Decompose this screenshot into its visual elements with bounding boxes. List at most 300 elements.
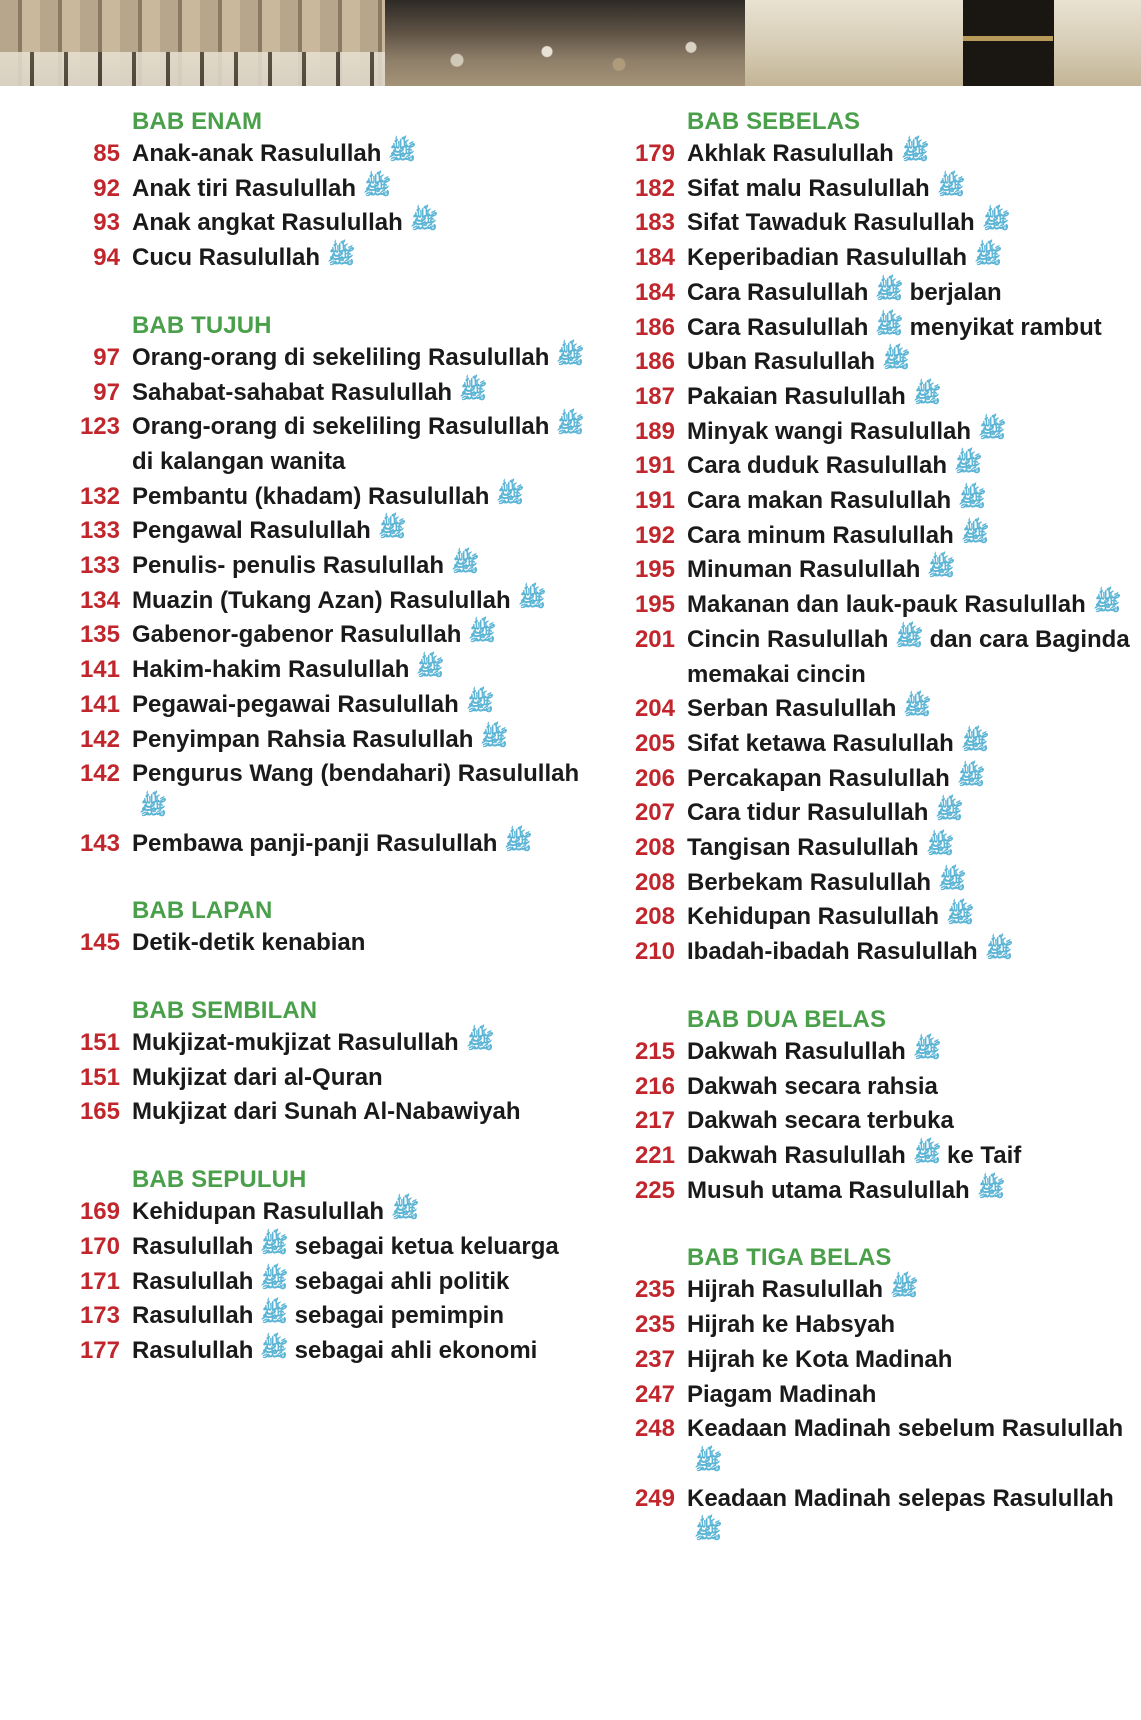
entry-title (132, 241, 611, 276)
salawat-calligraphy-icon: ﷺ (694, 1449, 723, 1475)
page-number: 173 (79, 1302, 120, 1330)
toc-entry[interactable] (611, 623, 1131, 692)
salawat-calligraphy-icon: ﷺ (556, 413, 585, 439)
toc-entry[interactable] (611, 1482, 1131, 1551)
toc-right-column (611, 106, 1131, 1585)
salawat-calligraphy-icon: ﷺ (327, 244, 356, 270)
entry-title (687, 1343, 1131, 1378)
page-number: 170 (79, 1232, 120, 1260)
page-number: 189 (634, 417, 675, 445)
page-number: 192 (634, 521, 675, 549)
entry-title (132, 341, 611, 376)
page-number: 191 (634, 487, 675, 515)
entry-text: Musuh utama Rasulullah (687, 1176, 970, 1204)
toc-entry[interactable] (611, 449, 1131, 484)
entry-text: Uban Rasulullah (687, 348, 876, 376)
page-number: 183 (634, 209, 675, 237)
toc-entry[interactable] (56, 1061, 611, 1096)
entry-title (132, 1095, 611, 1130)
entry-title (687, 345, 1131, 380)
toc-entry[interactable] (611, 762, 1131, 797)
toc-entry[interactable] (611, 831, 1131, 866)
entry-text: Sifat ketawa Rasulullah (687, 729, 954, 757)
entry-text: Cara minum Rasulullah (687, 521, 954, 549)
salawat-calligraphy-icon: ﷺ (978, 417, 1007, 443)
entry-title (687, 727, 1131, 762)
entry-text: Pegawai-pegawai Rasulullah (132, 690, 459, 718)
toc-entry[interactable] (56, 206, 611, 241)
toc-section (611, 106, 1131, 970)
salawat-calligraphy-icon: ﷺ (468, 621, 497, 647)
page-number: 94 (93, 244, 120, 272)
salawat-calligraphy-icon: ﷺ (388, 140, 417, 165)
page-number: 186 (634, 313, 675, 341)
toc-entry[interactable] (56, 137, 611, 172)
toc-entry[interactable] (56, 688, 611, 723)
page-number: 143 (79, 829, 120, 857)
entry-text: Orang-orang di sekeliling Rasulullah (132, 413, 550, 441)
page-number: 132 (79, 482, 120, 510)
entry-text: Sifat malu Rasulullah (687, 174, 930, 202)
page-number: 217 (634, 1107, 675, 1135)
entry-text: Percakapan Rasulullah (687, 764, 950, 792)
entry-text-continued: sebagai ketua keluarga (294, 1232, 559, 1260)
entry-text: Berbekam Rasulullah (687, 868, 932, 896)
salawat-calligraphy-icon: ﷺ (139, 794, 168, 820)
entry-text: Penyimpan Rahsia Rasulullah (132, 725, 474, 753)
toc-entry[interactable] (56, 1195, 611, 1230)
salawat-calligraphy-icon: ﷺ (961, 729, 990, 755)
entry-title (687, 588, 1131, 623)
toc-entry[interactable] (611, 519, 1131, 554)
entry-title (687, 206, 1131, 241)
toc-entry[interactable] (611, 345, 1131, 380)
salawat-calligraphy-icon: ﷺ (913, 382, 942, 408)
toc-entry[interactable] (611, 935, 1131, 970)
salawat-calligraphy-icon: ﷺ (890, 1276, 919, 1302)
page-number: 215 (634, 1037, 675, 1065)
entry-title (132, 376, 611, 411)
entry-title (132, 514, 611, 549)
toc-entry[interactable] (56, 757, 611, 826)
salawat-calligraphy-icon: ﷺ (901, 140, 929, 165)
entry-text: Anak angkat Rasulullah (132, 209, 403, 237)
entry-text: Mukjizat dari al-Quran (132, 1063, 383, 1091)
toc-entry[interactable] (56, 549, 611, 584)
toc-entry[interactable] (56, 926, 611, 961)
toc-entry[interactable] (611, 1343, 1131, 1378)
entry-title (687, 415, 1131, 450)
toc-entry[interactable] (611, 206, 1131, 241)
entry-title (687, 1308, 1131, 1343)
page-number: 225 (634, 1176, 675, 1204)
salawat-calligraphy-icon: ﷺ (260, 1302, 289, 1328)
toc-entry[interactable] (611, 484, 1131, 519)
toc-entry[interactable] (611, 172, 1131, 207)
toc-entry[interactable] (611, 1070, 1131, 1105)
toc-entry[interactable] (56, 376, 611, 411)
salawat-calligraphy-icon: ﷺ (556, 343, 585, 369)
toc-entry[interactable] (56, 341, 611, 376)
entry-title (132, 1230, 611, 1265)
page-number: 145 (79, 929, 120, 957)
salawat-calligraphy-icon: ﷺ (466, 690, 495, 716)
toc-entry[interactable] (611, 1035, 1131, 1070)
toc-entry[interactable] (56, 172, 611, 207)
salawat-calligraphy-icon: ﷺ (937, 174, 965, 200)
entry-text-continued: sebagai pemimpin (294, 1302, 504, 1330)
toc-section (56, 1164, 611, 1369)
entry-title (687, 796, 1131, 831)
page-number: 195 (634, 556, 675, 584)
entry-text: Muazin (Tukang Azan) Rasulullah (132, 586, 511, 614)
entry-text: Rasulullah (132, 1232, 254, 1260)
entry-text: Hijrah ke Kota Madinah (687, 1345, 953, 1373)
chapter-title: BAB SEMBILAN (132, 997, 318, 1025)
chapter-title: BAB ENAM (132, 108, 263, 135)
toc-entry[interactable] (56, 1095, 611, 1130)
entry-text: Minyak wangi Rasulullah (687, 417, 972, 445)
toc-entry[interactable] (611, 415, 1131, 450)
entry-title (132, 688, 611, 723)
entry-title (687, 935, 1131, 970)
entry-text: Orang-orang di sekeliling Rasulullah (132, 343, 550, 371)
entry-title (687, 311, 1131, 346)
salawat-calligraphy-icon: ﷺ (954, 452, 983, 478)
page-number: 97 (93, 343, 120, 371)
entry-title (132, 1265, 611, 1300)
page-number: 248 (634, 1415, 675, 1443)
salawat-calligraphy-icon: ﷺ (518, 586, 546, 612)
entry-title (132, 1195, 611, 1230)
entry-text: Minuman Rasulullah (687, 556, 921, 584)
page-number: 179 (634, 140, 675, 167)
pilgrims-crowd-photo (385, 0, 745, 86)
toc-section (611, 1004, 1131, 1209)
entry-text: Mukjizat dari Sunah Al-Nabawiyah (132, 1098, 521, 1126)
entry-text: Mukjizat-mukjizat Rasulullah (132, 1029, 459, 1057)
entry-title (132, 137, 611, 172)
entry-text: Dakwah Rasulullah (687, 1037, 906, 1065)
entry-text: Pakaian Rasulullah (687, 382, 906, 410)
entry-text: Dakwah Rasulullah (687, 1141, 906, 1169)
entry-text: Rasulullah (132, 1267, 254, 1295)
page-number: 204 (634, 695, 675, 723)
salawat-calligraphy-icon: ﷺ (981, 209, 1010, 235)
toc-entry[interactable] (611, 137, 1131, 172)
entry-title (687, 519, 1131, 554)
salawat-calligraphy-icon: ﷺ (480, 725, 509, 751)
page-number: 141 (79, 690, 120, 718)
page-number: 182 (634, 174, 675, 202)
toc-entry[interactable] (611, 727, 1131, 762)
entry-text: Dakwah secara rahsia (687, 1072, 938, 1100)
salawat-calligraphy-icon: ﷺ (451, 552, 480, 578)
entry-text: Cincin Rasulullah (687, 625, 889, 653)
toc-entry[interactable] (56, 410, 611, 479)
entry-title (132, 618, 611, 653)
entry-title (132, 757, 611, 826)
entry-title (132, 1299, 611, 1334)
toc-entry[interactable] (611, 1174, 1131, 1209)
page-number: 169 (79, 1198, 120, 1226)
salawat-calligraphy-icon: ﷺ (985, 938, 1013, 964)
salawat-calligraphy-icon: ﷺ (875, 313, 904, 339)
mosque-arcade-photo (0, 0, 385, 86)
toc-entry[interactable] (611, 1412, 1131, 1481)
toc-entry[interactable] (56, 1265, 611, 1300)
page-number: 221 (634, 1141, 675, 1169)
entry-text: Pengurus Wang (bendahari) Rasulullah (132, 760, 580, 788)
kaaba-photo (745, 0, 1141, 86)
salawat-calligraphy-icon: ﷺ (957, 764, 986, 790)
salawat-calligraphy-icon: ﷺ (694, 1519, 723, 1545)
entry-title (687, 484, 1131, 519)
entry-text-continued: sebagai ahli ekonomi (294, 1336, 538, 1364)
entry-title (687, 1378, 1131, 1413)
toc-entry[interactable] (611, 1378, 1131, 1413)
entry-text: Cucu Rasulullah (132, 244, 321, 272)
entry-title (687, 553, 1131, 588)
page-number: 191 (634, 452, 675, 480)
toc-entry[interactable] (611, 1308, 1131, 1343)
entry-title (687, 1070, 1131, 1105)
salawat-calligraphy-icon: ﷺ (260, 1336, 289, 1362)
entry-title (687, 241, 1131, 276)
entry-text-continued: berjalan (909, 278, 1002, 306)
toc-entry[interactable] (611, 900, 1131, 935)
salawat-calligraphy-icon: ﷺ (974, 244, 1003, 270)
page-number: 235 (634, 1276, 675, 1304)
toc-section (611, 1242, 1131, 1551)
salawat-calligraphy-icon: ﷺ (913, 1037, 941, 1063)
entry-title (687, 137, 1131, 172)
page-number: 184 (634, 278, 675, 306)
toc-section (56, 895, 611, 961)
page-number: 186 (634, 348, 675, 376)
entry-text: Rasulullah (132, 1302, 254, 1330)
entry-text: Dakwah secara terbuka (687, 1107, 954, 1135)
entry-text: Hijrah Rasulullah (687, 1276, 884, 1304)
toc-entry[interactable] (611, 866, 1131, 901)
toc-entry[interactable] (611, 311, 1131, 346)
toc-entry[interactable] (611, 692, 1131, 727)
salawat-calligraphy-icon: ﷺ (935, 799, 964, 825)
entry-title (687, 831, 1131, 866)
page-number: 247 (634, 1380, 675, 1408)
entry-text-continued: dan cara Baginda memakai cincin (687, 625, 1130, 688)
entry-text-continued: sebagai ahli politik (294, 1267, 510, 1295)
page-number: 210 (634, 938, 675, 966)
entry-title (687, 1104, 1131, 1139)
toc-entry[interactable] (611, 1139, 1131, 1174)
entry-title (687, 172, 1131, 207)
page-number: 206 (634, 764, 675, 792)
page-number: 134 (79, 586, 120, 614)
entry-title (687, 866, 1131, 901)
entry-title (132, 410, 611, 479)
toc-entry[interactable] (56, 1026, 611, 1061)
salawat-calligraphy-icon: ﷺ (260, 1267, 289, 1293)
page-number: 171 (79, 1267, 120, 1295)
salawat-calligraphy-icon: ﷺ (459, 378, 488, 404)
chapter-title: BAB DUA BELAS (687, 1005, 887, 1033)
page-number: 235 (634, 1311, 675, 1339)
salawat-calligraphy-icon: ﷺ (410, 209, 438, 235)
page-number: 208 (634, 834, 675, 862)
page-number: 85 (93, 140, 120, 167)
entry-title (132, 172, 611, 207)
entry-text: Cara Rasulullah (687, 313, 869, 341)
page-number: 135 (79, 621, 120, 649)
page-number: 133 (79, 552, 120, 580)
salawat-calligraphy-icon: ﷺ (416, 656, 445, 682)
entry-title (687, 762, 1131, 797)
toc-entry[interactable] (56, 241, 611, 276)
salawat-calligraphy-icon: ﷺ (961, 521, 989, 547)
salawat-calligraphy-icon: ﷺ (391, 1198, 420, 1224)
salawat-calligraphy-icon: ﷺ (895, 625, 924, 651)
toc-entry[interactable] (56, 480, 611, 515)
salawat-calligraphy-icon: ﷺ (903, 695, 932, 721)
entry-title (687, 1482, 1131, 1551)
entry-title (132, 1334, 611, 1369)
salawat-calligraphy-icon: ﷺ (496, 482, 525, 508)
entry-text: Piagam Madinah (687, 1380, 877, 1408)
toc-entry[interactable] (56, 618, 611, 653)
toc-entry[interactable] (56, 827, 611, 862)
toc-entry[interactable] (611, 553, 1131, 588)
toc-entry[interactable] (56, 653, 611, 688)
page-number: 201 (634, 625, 675, 653)
entry-title (687, 380, 1131, 415)
entry-title (132, 1026, 611, 1061)
toc-entry[interactable] (611, 276, 1131, 311)
page-number: 92 (93, 174, 120, 202)
toc-section (56, 106, 611, 276)
entry-text: Cara tidur Rasulullah (687, 799, 929, 827)
salawat-calligraphy-icon: ﷺ (504, 829, 533, 855)
page-number: 208 (634, 903, 675, 931)
entry-title (687, 276, 1131, 311)
toc-entry[interactable] (56, 1299, 611, 1334)
salawat-calligraphy-icon: ﷺ (260, 1232, 289, 1258)
page-number: 142 (79, 725, 120, 753)
entry-text: Hijrah ke Habsyah (687, 1311, 896, 1339)
toc-left-column (56, 106, 611, 1403)
toc-entry[interactable] (611, 796, 1131, 831)
salawat-calligraphy-icon: ﷺ (1093, 591, 1122, 617)
entry-text: Anak-anak Rasulullah (132, 140, 382, 167)
entry-text: Penulis- penulis Rasulullah (132, 552, 445, 580)
page-number: 141 (79, 656, 120, 684)
toc-entry[interactable] (611, 588, 1131, 623)
entry-text: Akhlak Rasulullah (687, 140, 894, 167)
page-number: 207 (634, 799, 675, 827)
entry-title (132, 584, 611, 619)
page-number: 216 (634, 1072, 675, 1100)
entry-text-continued: menyikat rambut (909, 313, 1102, 341)
entry-text: Kehidupan Rasulullah (132, 1198, 385, 1226)
entry-text: Sifat Tawaduk Rasulullah (687, 209, 975, 237)
toc-entry[interactable] (56, 1230, 611, 1265)
toc-entry[interactable] (611, 380, 1131, 415)
toc-entry[interactable] (611, 241, 1131, 276)
entry-title (687, 1273, 1131, 1308)
salawat-calligraphy-icon: ﷺ (875, 278, 904, 304)
salawat-calligraphy-icon: ﷺ (925, 834, 954, 860)
entry-title (132, 206, 611, 241)
entry-text: Pengawal Rasulullah (132, 517, 371, 545)
entry-title (132, 1061, 611, 1096)
entry-title (132, 827, 611, 862)
entry-text: Serban Rasulullah (687, 695, 897, 723)
entry-text: Keadaan Madinah sebelum Rasulullah (687, 1415, 1124, 1443)
entry-text: Cara Rasulullah (687, 278, 869, 306)
entry-text: Keadaan Madinah selepas Rasulullah (687, 1484, 1114, 1512)
page-number: 195 (634, 591, 675, 619)
entry-title (687, 1139, 1131, 1174)
header-photo-banner (0, 0, 1141, 86)
entry-text: Makanan dan lauk-pauk Rasulullah (687, 591, 1086, 619)
salawat-calligraphy-icon: ﷺ (927, 556, 956, 582)
salawat-calligraphy-icon: ﷺ (466, 1029, 494, 1055)
toc-entry[interactable] (611, 1273, 1131, 1308)
toc-entry[interactable] (56, 723, 611, 758)
chapter-title: BAB SEPULUH (132, 1166, 307, 1194)
entry-text: Ibadah-ibadah Rasulullah (687, 938, 978, 966)
page-number: 187 (634, 382, 675, 410)
salawat-calligraphy-icon: ﷺ (363, 174, 392, 200)
toc-section (56, 310, 611, 862)
entry-text: Detik-detik kenabian (132, 929, 366, 957)
entry-title (687, 900, 1131, 935)
entry-text: Anak tiri Rasulullah (132, 174, 357, 202)
toc-entry[interactable] (56, 1334, 611, 1369)
toc-entry[interactable] (611, 1104, 1131, 1139)
entry-text: Sahabat-sahabat Rasulullah (132, 378, 453, 406)
page-number: 249 (634, 1484, 675, 1512)
entry-text: Cara makan Rasulullah (687, 487, 952, 515)
entry-text: Tangisan Rasulullah (687, 834, 919, 862)
entry-text-continued: di kalangan wanita (132, 447, 346, 475)
entry-text: Kehidupan Rasulullah (687, 903, 940, 931)
entry-title (687, 623, 1131, 692)
entry-text: Gabenor-gabenor Rasulullah (132, 621, 462, 649)
entry-text-continued: ke Taif (946, 1141, 1022, 1169)
entry-title (687, 1035, 1131, 1070)
salawat-calligraphy-icon: ﷺ (938, 868, 967, 894)
toc-entry[interactable] (56, 584, 611, 619)
entry-text: Keperibadian Rasulullah (687, 244, 968, 272)
page-number: 142 (79, 760, 120, 788)
entry-title (132, 723, 611, 758)
toc-entry[interactable] (56, 514, 611, 549)
salawat-calligraphy-icon: ﷺ (882, 348, 911, 374)
entry-title (132, 926, 611, 961)
page-number: 177 (79, 1336, 120, 1364)
page-number: 165 (79, 1098, 120, 1126)
chapter-title: BAB TUJUH (132, 311, 272, 339)
page-number: 151 (79, 1029, 120, 1057)
chapter-title: BAB SEBELAS (687, 108, 861, 135)
entry-text: Pembawa panji-panji Rasulullah (132, 829, 498, 857)
toc-section (56, 995, 611, 1130)
page-number: 237 (634, 1345, 675, 1373)
page-number: 123 (79, 413, 120, 441)
salawat-calligraphy-icon: ﷺ (913, 1141, 941, 1167)
page-number: 208 (634, 868, 675, 896)
